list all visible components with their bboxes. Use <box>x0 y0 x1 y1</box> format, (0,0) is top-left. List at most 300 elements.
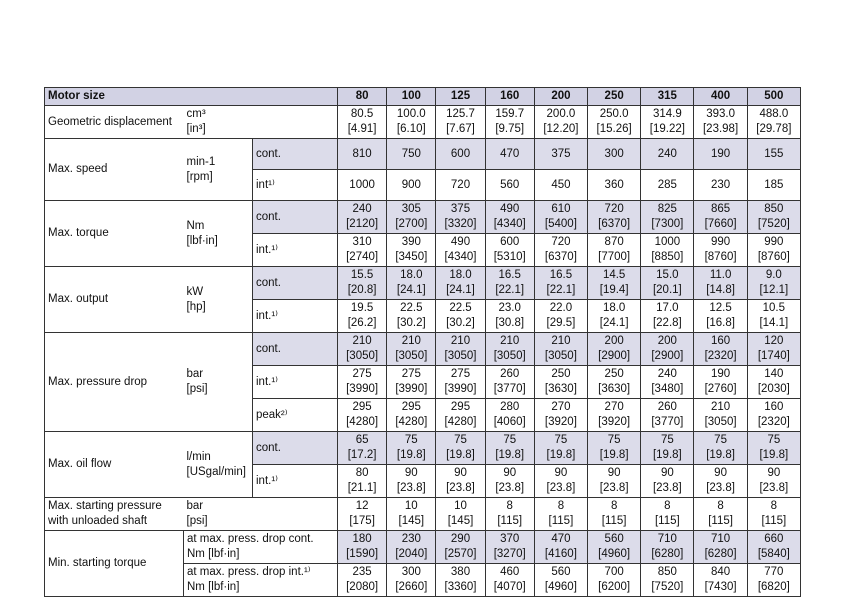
value-imperial: [20.1] <box>652 284 682 296</box>
value-cell <box>747 106 800 139</box>
value-metric: 160 <box>710 335 731 347</box>
value-cell <box>387 399 436 432</box>
value-imperial: [6200] <box>598 581 631 593</box>
value-cell <box>338 267 387 300</box>
value-imperial: [3050] <box>395 350 428 362</box>
value-cell <box>694 234 747 267</box>
value-cell <box>534 465 587 498</box>
value-metric: 240 <box>657 368 677 380</box>
value-cell <box>534 234 587 267</box>
value-imperial: [19.8] <box>599 449 629 461</box>
param-label: Max. oil flow <box>45 432 184 498</box>
value-imperial: [23.8] <box>759 482 789 494</box>
value-imperial: [24.1] <box>599 317 629 329</box>
value-metric: 990 <box>764 236 784 248</box>
value-metric: 390 <box>401 236 421 248</box>
value-imperial: [23.8] <box>652 482 682 494</box>
header-row <box>45 88 801 106</box>
value-cell <box>694 333 747 366</box>
value-cell <box>534 267 587 300</box>
param-label: Geometric displacement <box>45 106 184 139</box>
value-imperial: [3050] <box>346 350 379 362</box>
value-imperial: [5310] <box>493 251 526 263</box>
value-cell <box>436 465 485 498</box>
value-metric: 75 <box>767 434 781 446</box>
value-metric: 305 <box>401 203 421 215</box>
value-metric: 210 <box>450 335 471 347</box>
value-cell <box>694 366 747 399</box>
sub-label: int.¹⁾ <box>253 465 338 498</box>
value-cell <box>338 498 387 531</box>
value-metric: 200.0 <box>546 108 576 120</box>
value-cell: 450 <box>534 170 587 201</box>
param-label: Min. starting torque <box>45 531 184 597</box>
value-imperial: [22.1] <box>546 284 576 296</box>
value-cell <box>588 201 641 234</box>
value-cell <box>387 106 436 139</box>
value-imperial: [115] <box>761 515 787 527</box>
unit-imperial: [psi] <box>186 383 208 395</box>
value-cell <box>387 531 436 564</box>
value-metric: 380 <box>450 566 471 578</box>
motor-spec-table <box>44 87 801 597</box>
value-cell <box>641 498 694 531</box>
value-metric: 393.0 <box>706 108 735 120</box>
value-metric: 300 <box>401 566 421 578</box>
condition-unit: Nm [lbf·in] <box>187 548 240 560</box>
value-cell <box>485 201 534 234</box>
unit-cell <box>184 201 253 267</box>
value-metric: 160 <box>764 401 784 413</box>
value-metric: 870 <box>604 236 624 248</box>
value-metric: 90 <box>503 467 517 479</box>
value-imperial: [8760] <box>704 251 737 263</box>
value-imperial: [4280] <box>395 416 428 428</box>
value-cell <box>485 564 534 597</box>
value-cell <box>387 465 436 498</box>
value-metric: 15.5 <box>350 269 374 281</box>
value-cell <box>485 399 534 432</box>
motor-size-header: Motor size <box>45 88 338 106</box>
value-cell <box>534 106 587 139</box>
value-cell <box>338 564 387 597</box>
value-cell <box>436 300 485 333</box>
value-metric: 250 <box>551 368 571 380</box>
value-metric: 295 <box>450 401 471 413</box>
value-imperial: [9.75] <box>495 123 525 135</box>
value-imperial: [115] <box>601 515 627 527</box>
value-metric: 90 <box>767 467 781 479</box>
value-metric: 9.0 <box>765 269 782 281</box>
condition-unit: Nm [lbf·in] <box>187 581 240 593</box>
value-metric: 22.5 <box>449 302 472 314</box>
value-cell <box>485 432 534 465</box>
value-metric: 488.0 <box>759 108 789 120</box>
value-metric: 120 <box>764 335 784 347</box>
value-cell <box>747 531 800 564</box>
value-imperial: [4960] <box>598 548 631 560</box>
value-metric: 14.5 <box>602 269 626 281</box>
table-row <box>45 531 801 564</box>
value-imperial: [3990] <box>444 383 477 395</box>
value-imperial: [6370] <box>598 218 631 230</box>
value-metric: 295 <box>352 401 372 413</box>
value-metric: 90 <box>660 467 674 479</box>
value-imperial: [23.8] <box>396 482 426 494</box>
value-imperial: [4340] <box>444 251 477 263</box>
unit-cell <box>184 333 253 432</box>
value-metric: 250 <box>604 368 624 380</box>
value-metric: 370 <box>500 533 520 545</box>
value-cell <box>534 564 587 597</box>
unit-imperial: [USgal/min] <box>186 465 246 478</box>
sub-label: int.¹⁾ <box>253 234 338 267</box>
size-col: 200 <box>534 88 587 106</box>
value-imperial: [2660] <box>395 581 428 593</box>
value-metric: 75 <box>714 434 727 446</box>
value-cell <box>338 333 387 366</box>
value-metric: 295 <box>401 401 421 413</box>
value-cell <box>387 201 436 234</box>
value-metric: 210 <box>500 335 520 347</box>
value-imperial: [4070] <box>493 581 526 593</box>
value-cell <box>436 106 485 139</box>
value-imperial: [23.8] <box>495 482 525 494</box>
value-metric: 290 <box>450 533 471 545</box>
value-cell <box>747 333 800 366</box>
value-metric: 8 <box>717 500 724 512</box>
value-cell <box>485 498 534 531</box>
value-cell <box>694 300 747 333</box>
value-cell <box>436 564 485 597</box>
value-cell <box>694 465 747 498</box>
value-imperial: [1740] <box>757 350 790 362</box>
value-metric: 600 <box>500 236 520 248</box>
value-metric: 159.7 <box>495 108 525 120</box>
value-imperial: [19.8] <box>396 449 426 461</box>
value-imperial: [19.8] <box>495 449 525 461</box>
param-label: Max. speed <box>45 139 184 201</box>
value-cell <box>588 498 641 531</box>
value-cell: 360 <box>588 170 641 201</box>
value-cell: 900 <box>387 170 436 201</box>
value-imperial: [20.8] <box>347 284 377 296</box>
value-imperial: [8760] <box>757 251 790 263</box>
value-cell: 300 <box>588 139 641 170</box>
value-cell <box>338 531 387 564</box>
value-metric: 470 <box>551 533 571 545</box>
value-metric: 75 <box>503 434 517 446</box>
unit-metric: bar <box>186 368 204 380</box>
value-cell <box>747 498 800 531</box>
value-cell <box>588 564 641 597</box>
condition-text: at max. press. drop cont. <box>187 533 314 545</box>
value-cell <box>747 366 800 399</box>
value-imperial: [17.2] <box>347 449 377 461</box>
size-col: 160 <box>485 88 534 106</box>
value-imperial: [3990] <box>346 383 379 395</box>
sub-label: cont. <box>253 432 338 465</box>
value-cell <box>387 564 436 597</box>
value-cell <box>588 267 641 300</box>
value-metric: 865 <box>710 203 731 215</box>
value-imperial: [29.5] <box>546 317 576 329</box>
value-cell <box>747 465 800 498</box>
value-cell: 240 <box>641 139 694 170</box>
value-imperial: [22.8] <box>652 317 682 329</box>
unit-metric: l/min <box>186 450 211 463</box>
value-imperial: [29.78] <box>756 123 792 135</box>
value-imperial: [4060] <box>493 416 526 428</box>
value-metric: 90 <box>607 467 621 479</box>
unit-imperial: [hp] <box>186 300 206 313</box>
sub-label: cont. <box>253 201 338 234</box>
value-cell <box>694 531 747 564</box>
value-imperial: [16.8] <box>706 317 735 329</box>
value-metric: 12 <box>355 500 369 512</box>
sub-label: cont. <box>253 139 338 170</box>
value-cell <box>387 333 436 366</box>
value-imperial: [3050] <box>704 416 737 428</box>
value-cell <box>485 300 534 333</box>
value-cell <box>641 300 694 333</box>
value-imperial: [175] <box>349 515 375 527</box>
value-imperial: [12.20] <box>543 123 579 135</box>
value-metric: 210 <box>352 335 372 347</box>
value-imperial: [23.8] <box>706 482 735 494</box>
value-imperial: [2320] <box>704 350 737 362</box>
value-cell <box>485 531 534 564</box>
condition-cell <box>184 564 338 597</box>
value-cell: 750 <box>387 139 436 170</box>
value-cell <box>436 399 485 432</box>
value-metric: 80.5 <box>350 108 374 120</box>
value-metric: 560 <box>551 566 571 578</box>
value-metric: 700 <box>604 566 624 578</box>
value-imperial: [7520] <box>757 218 790 230</box>
value-imperial: [4960] <box>544 581 577 593</box>
value-imperial: [2900] <box>651 350 684 362</box>
value-metric: 825 <box>657 203 677 215</box>
unit-metric: cm³ <box>186 108 206 120</box>
table-row <box>45 432 801 465</box>
value-metric: 90 <box>714 467 727 479</box>
size-col: 80 <box>338 88 387 106</box>
value-cell <box>387 432 436 465</box>
value-cell: 375 <box>534 139 587 170</box>
value-metric: 18.0 <box>400 269 423 281</box>
value-metric: 18.0 <box>449 269 472 281</box>
value-imperial: [30.2] <box>446 317 475 329</box>
value-imperial: [19.22] <box>649 123 685 135</box>
value-cell <box>747 300 800 333</box>
value-imperial: [3480] <box>651 383 684 395</box>
value-metric: 720 <box>551 236 571 248</box>
unit-imperial: [psi] <box>186 515 208 527</box>
value-imperial: [19.8] <box>546 449 576 461</box>
value-imperial: [4340] <box>493 218 526 230</box>
unit-imperial: [rpm] <box>186 170 213 183</box>
value-cell <box>641 333 694 366</box>
value-metric: 15.0 <box>656 269 679 281</box>
value-metric: 280 <box>500 401 520 413</box>
value-cell: 285 <box>641 170 694 201</box>
value-metric: 19.5 <box>350 302 374 314</box>
value-metric: 16.5 <box>498 269 521 281</box>
value-metric: 210 <box>401 335 421 347</box>
value-imperial: [4.91] <box>347 123 377 135</box>
value-imperial: [22.1] <box>495 284 525 296</box>
value-cell: 470 <box>485 139 534 170</box>
value-metric: 17.0 <box>656 302 679 314</box>
unit-cell <box>184 139 253 201</box>
value-cell <box>747 234 800 267</box>
value-imperial: [4160] <box>544 548 577 560</box>
value-metric: 250.0 <box>599 108 629 120</box>
value-cell <box>694 267 747 300</box>
value-cell <box>694 399 747 432</box>
unit-cell <box>184 267 253 333</box>
table-row <box>45 139 801 170</box>
value-metric: 65 <box>355 434 369 446</box>
table-row <box>45 267 801 300</box>
value-metric: 12.5 <box>709 302 732 314</box>
value-cell <box>338 106 387 139</box>
value-cell <box>641 234 694 267</box>
unit-cell <box>184 106 338 139</box>
value-imperial: [3320] <box>444 218 477 230</box>
value-cell <box>436 432 485 465</box>
value-cell <box>338 366 387 399</box>
value-cell <box>641 267 694 300</box>
spec-body <box>45 106 801 597</box>
size-col: 125 <box>436 88 485 106</box>
value-metric: 16.5 <box>549 269 573 281</box>
value-cell <box>534 333 587 366</box>
value-imperial: [23.8] <box>546 482 576 494</box>
value-imperial: [23.8] <box>599 482 629 494</box>
value-metric: 200 <box>657 335 677 347</box>
value-imperial: [145] <box>398 515 425 527</box>
value-cell <box>747 201 800 234</box>
value-cell <box>485 267 534 300</box>
value-imperial: [3050] <box>544 350 577 362</box>
value-cell <box>641 366 694 399</box>
value-imperial: [5840] <box>757 548 790 560</box>
value-metric: 8 <box>506 500 513 512</box>
value-cell <box>436 498 485 531</box>
value-metric: 90 <box>454 467 467 479</box>
value-metric: 140 <box>764 368 784 380</box>
value-imperial: [1590] <box>346 548 379 560</box>
value-metric: 270 <box>551 401 571 413</box>
value-cell <box>747 564 800 597</box>
sub-label: int.¹⁾ <box>253 300 338 333</box>
value-imperial: [3360] <box>444 581 477 593</box>
value-cell <box>747 267 800 300</box>
value-metric: 275 <box>401 368 421 380</box>
value-imperial: [3770] <box>651 416 684 428</box>
size-col: 500 <box>747 88 800 106</box>
value-cell <box>338 432 387 465</box>
sub-label: int¹⁾ <box>253 170 338 201</box>
value-metric: 75 <box>554 434 568 446</box>
value-metric: 22.0 <box>549 302 573 314</box>
sub-label: peak²⁾ <box>253 399 338 432</box>
value-cell <box>485 234 534 267</box>
value-imperial: [21.1] <box>347 482 377 494</box>
value-cell <box>694 432 747 465</box>
value-imperial: [7520] <box>651 581 684 593</box>
value-cell <box>588 465 641 498</box>
value-metric: 125.7 <box>446 108 475 120</box>
value-imperial: [6370] <box>544 251 577 263</box>
value-cell <box>338 465 387 498</box>
value-imperial: [30.2] <box>396 317 426 329</box>
value-imperial: [2030] <box>757 383 790 395</box>
value-metric: 8 <box>664 500 671 512</box>
value-metric: 310 <box>352 236 372 248</box>
value-imperial: [115] <box>497 515 523 527</box>
value-imperial: [6280] <box>651 548 684 560</box>
value-imperial: [3270] <box>493 548 526 560</box>
value-metric: 240 <box>352 203 372 215</box>
value-metric: 660 <box>764 533 784 545</box>
value-metric: 275 <box>352 368 372 380</box>
value-imperial: [4280] <box>346 416 379 428</box>
size-col: 400 <box>694 88 747 106</box>
value-metric: 710 <box>657 533 677 545</box>
value-metric: 230 <box>401 533 421 545</box>
value-metric: 990 <box>710 236 731 248</box>
value-cell <box>485 366 534 399</box>
value-cell <box>588 333 641 366</box>
value-imperial: [2080] <box>346 581 379 593</box>
value-metric: 200 <box>604 335 624 347</box>
value-metric: 190 <box>710 368 731 380</box>
unit-cell <box>184 432 253 498</box>
table-row <box>45 333 801 366</box>
value-cell <box>641 432 694 465</box>
value-cell <box>694 201 747 234</box>
sub-label: int.¹⁾ <box>253 366 338 399</box>
value-metric: 8 <box>770 500 778 512</box>
value-cell <box>485 333 534 366</box>
value-imperial: [8850] <box>651 251 684 263</box>
value-imperial: [3630] <box>598 383 631 395</box>
value-cell: 720 <box>436 170 485 201</box>
value-metric: 180 <box>352 533 372 545</box>
value-imperial: [115] <box>654 515 680 527</box>
value-imperial: [19.4] <box>599 284 629 296</box>
value-metric: 260 <box>657 401 677 413</box>
value-metric: 560 <box>604 533 624 545</box>
value-cell: 230 <box>694 170 747 201</box>
value-cell <box>641 564 694 597</box>
value-metric: 210 <box>710 401 731 413</box>
value-imperial: [2700] <box>395 218 428 230</box>
value-metric: 90 <box>404 467 418 479</box>
value-cell: 600 <box>436 139 485 170</box>
value-metric: 275 <box>450 368 471 380</box>
value-imperial: [3920] <box>544 416 577 428</box>
value-imperial: [12.1] <box>759 284 789 296</box>
value-imperial: [145] <box>447 515 474 527</box>
unit-metric: bar <box>186 500 204 512</box>
value-imperial: [24.1] <box>396 284 426 296</box>
value-cell: 810 <box>338 139 387 170</box>
value-cell <box>436 333 485 366</box>
